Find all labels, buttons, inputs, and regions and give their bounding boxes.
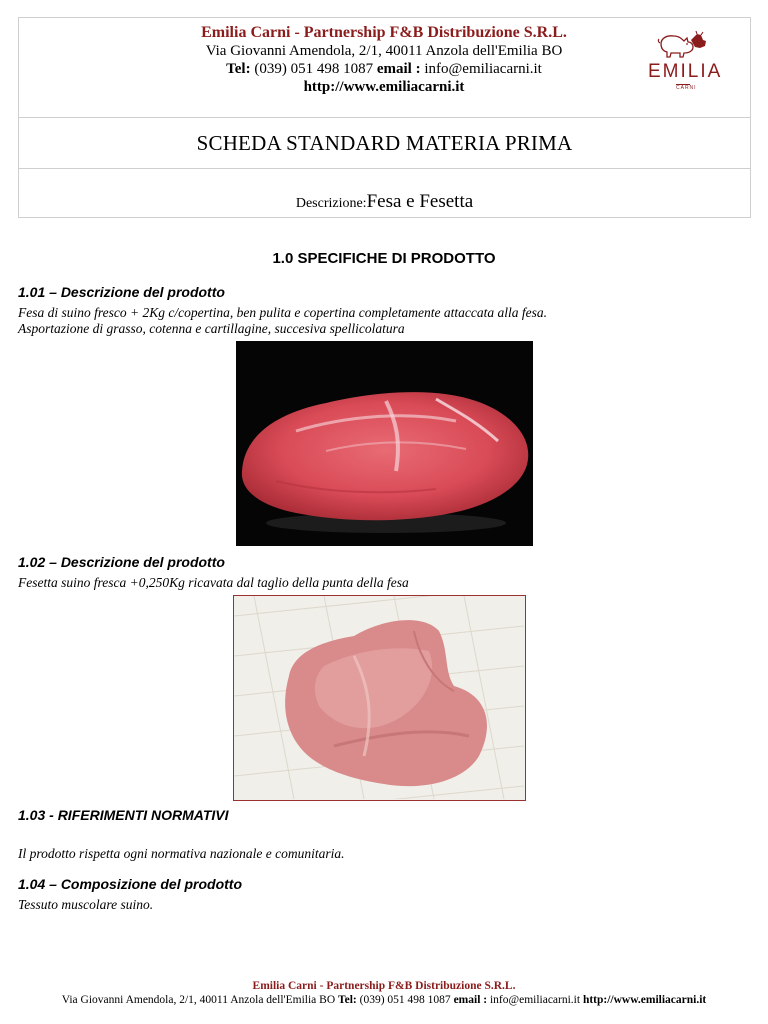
- company-address: Via Giovanni Amendola, 2/1, 40011 Anzola dell'Emilia BO: [205, 43, 563, 59]
- logo-text: EMILIA: [648, 61, 723, 82]
- footer-contacts: [0, 993, 768, 1007]
- item-heading-1-04: 1.04 – Composizione del prodotto: [18, 876, 243, 892]
- email-label: email :: [376, 61, 421, 77]
- header-title-row: [19, 118, 750, 169]
- sheet-title: SCHEDA STANDARD MATERIA PRIMA: [196, 131, 573, 155]
- tel-label: Tel:: [226, 61, 251, 77]
- company-website[interactable]: http://www.emiliacarni.it: [303, 79, 465, 95]
- company-info: [139, 23, 629, 96]
- description-label: Descrizione:: [295, 196, 367, 211]
- footer-website[interactable]: http://www.emiliacarni.it: [582, 994, 707, 1006]
- header-company-row: [19, 18, 750, 118]
- footer-email-value[interactable]: info@emiliacarni.it: [489, 994, 581, 1006]
- item-text-1-01-line2: Asportazione di grasso, cotenna e cartillagine, succesiva spellicolatura: [18, 321, 405, 336]
- item-text-1-03-line1: Il prodotto rispetta ogni normativa nazionale e comunitaria.: [18, 846, 345, 861]
- header-table: [18, 17, 751, 218]
- emilia-carni-logo: [648, 30, 723, 102]
- section-title: 1.0 SPECIFICHE DI PRODOTTO: [272, 250, 496, 267]
- footer-email-label: email :: [453, 994, 488, 1006]
- logo-sub: CARNI: [676, 85, 697, 91]
- fesa-meat-image: [236, 341, 533, 546]
- pig-cow-icon: [657, 30, 709, 60]
- fesetta-meat-image: [234, 596, 524, 799]
- footer-address: Via Giovanni Amendola, 2/1, 40011 Anzola dell'Emilia BO: [61, 994, 336, 1006]
- footer-tel-label: Tel:: [338, 994, 357, 1006]
- item-heading-1-02: 1.02 – Descrizione del prodotto: [18, 554, 225, 570]
- company-contacts: [139, 60, 629, 78]
- email-value[interactable]: info@emiliacarni.it: [424, 61, 542, 77]
- company-name: Emilia Carni - Partnership F&B Distribuzione S.R.L.: [201, 24, 567, 41]
- item-heading-1-03: 1.03 - RIFERIMENTI NORMATIVI: [18, 807, 229, 823]
- footer-tel-value: (039) 051 498 1087: [359, 994, 451, 1006]
- fesetta-photo: [233, 595, 526, 801]
- item-heading-1-01: 1.01 – Descrizione del prodotto: [18, 284, 225, 300]
- item-text-1-04-line1: Tessuto muscolare suino.: [18, 897, 154, 912]
- description-value: Fesa e Fesetta: [366, 191, 474, 212]
- fesa-photo: [236, 341, 533, 546]
- header-description-row: [19, 169, 750, 218]
- item-text-1-01-line1: Fesa di suino fresco + 2Kg c/copertina, ben pulita e copertina completamente attaccata alla fesa.: [18, 305, 548, 320]
- footer-company-name: Emilia Carni - Partnership F&B Distribuzione S.R.L.: [252, 980, 516, 992]
- item-text-1-02-line1: Fesetta suino fresca +0,250Kg ricavata dal taglio della punta della fesa: [18, 575, 409, 590]
- description-line: [19, 191, 750, 213]
- footer: [0, 979, 768, 1007]
- tel-value: (039) 051 498 1087: [254, 61, 374, 77]
